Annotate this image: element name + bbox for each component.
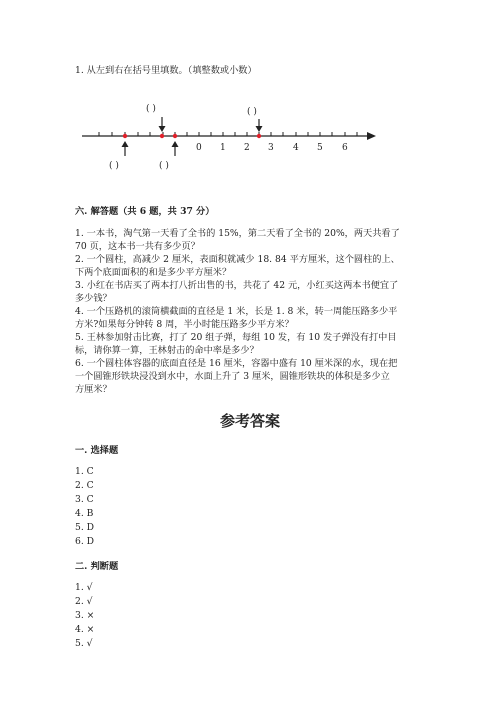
judge-answer: 3. × [75, 610, 95, 621]
choice-section-heading: 一. 选择题 [75, 445, 119, 456]
judge-section-heading: 二. 判断题 [75, 561, 119, 572]
choice-answer: 5. D [75, 522, 95, 533]
question-line: 方米?如果每分钟转 8 周，半小时能压路多少平方米？ [75, 319, 294, 330]
axis-arrowhead [367, 132, 376, 140]
up-arrow-icon [122, 141, 129, 156]
bracket-top-left: ( ) [146, 104, 156, 114]
tick-label-4: 4 [293, 143, 299, 153]
question-line: 4. 一个压路机的滚筒横截面的直径是 1 米，长是 1. 8 米，转一周能压路多少平 [75, 306, 398, 317]
answers-title: 参考答案 [219, 412, 280, 430]
question-line: 5. 王林参加射击比赛，打了 20 组子弹，每组 10 发，有 10 发子弹没有打中目 [75, 332, 397, 343]
red-marker-4 [257, 134, 261, 138]
choice-answer: 6. D [75, 536, 95, 547]
question-line: 一个圆锥形铁块浸没到水中，水面上升了 3 厘米，圆锥形铁块的体积是多少立 [75, 371, 390, 382]
judge-answer: 2. √ [75, 596, 93, 607]
red-marker-1 [123, 134, 127, 138]
question-line: 方厘米？ [75, 384, 112, 395]
down-arrow-icon [159, 117, 166, 132]
choice-answer: 3. C [75, 494, 94, 505]
choice-answer: 1. C [75, 466, 94, 477]
bracket-bottom-left: ( ) [109, 161, 119, 171]
tick-label-0: 0 [196, 143, 202, 153]
down-arrow-icon [256, 119, 263, 132]
question-line: 3. 小红在书店买了两本打八折出售的书，共花了 42 元，小红买这两本书便宜了 [75, 280, 399, 291]
section-heading-solve: 六. 解答题（共 6 题，共 37 分） [75, 206, 215, 217]
question-line: 1. 一本书，淘气第一天看了全书的 15%，第二天看了全书的 20%，两天共看了 [75, 228, 400, 239]
question-line: 多少钱？ [75, 293, 112, 304]
judge-answer: 1. √ [75, 582, 93, 593]
tick-label-1: 1 [220, 143, 226, 153]
red-marker-3 [173, 134, 177, 138]
question-line: 70 页，这本书一共有多少页？ [75, 241, 200, 252]
choice-answer: 2. C [75, 480, 94, 491]
question-line: 标，请你算一算，王林射击的命中率是多少？ [75, 345, 259, 356]
question-line: 下两个底面面积的和是多少平方厘米？ [75, 267, 232, 278]
question-line: 6. 一个圆柱体容器的底面直径是 16 厘米，容器中盛有 10 厘米深的水，现在把 [75, 358, 398, 369]
red-marker-2 [160, 134, 164, 138]
question-line: 2. 一个圆柱，高减少 2 厘米，表面积就减少 18. 84 平方厘米，这个圆柱的上、 [75, 254, 400, 265]
up-arrow-icon [172, 141, 179, 156]
judge-answer: 4. × [75, 624, 95, 635]
question-fill-instruction: 1. 从左到右在括号里填数。（填整数或小数） [75, 65, 257, 76]
axis-ticks [99, 132, 357, 136]
tick-label-2: 2 [244, 143, 250, 153]
tick-label-6: 6 [342, 143, 348, 153]
tick-label-3: 3 [268, 143, 274, 153]
judge-answer: 5. √ [75, 638, 93, 649]
tick-label-5: 5 [317, 143, 323, 153]
bracket-bottom-right: ( ) [159, 161, 169, 171]
bracket-top-right: ( ) [247, 107, 257, 117]
choice-answer: 4. B [75, 508, 94, 519]
